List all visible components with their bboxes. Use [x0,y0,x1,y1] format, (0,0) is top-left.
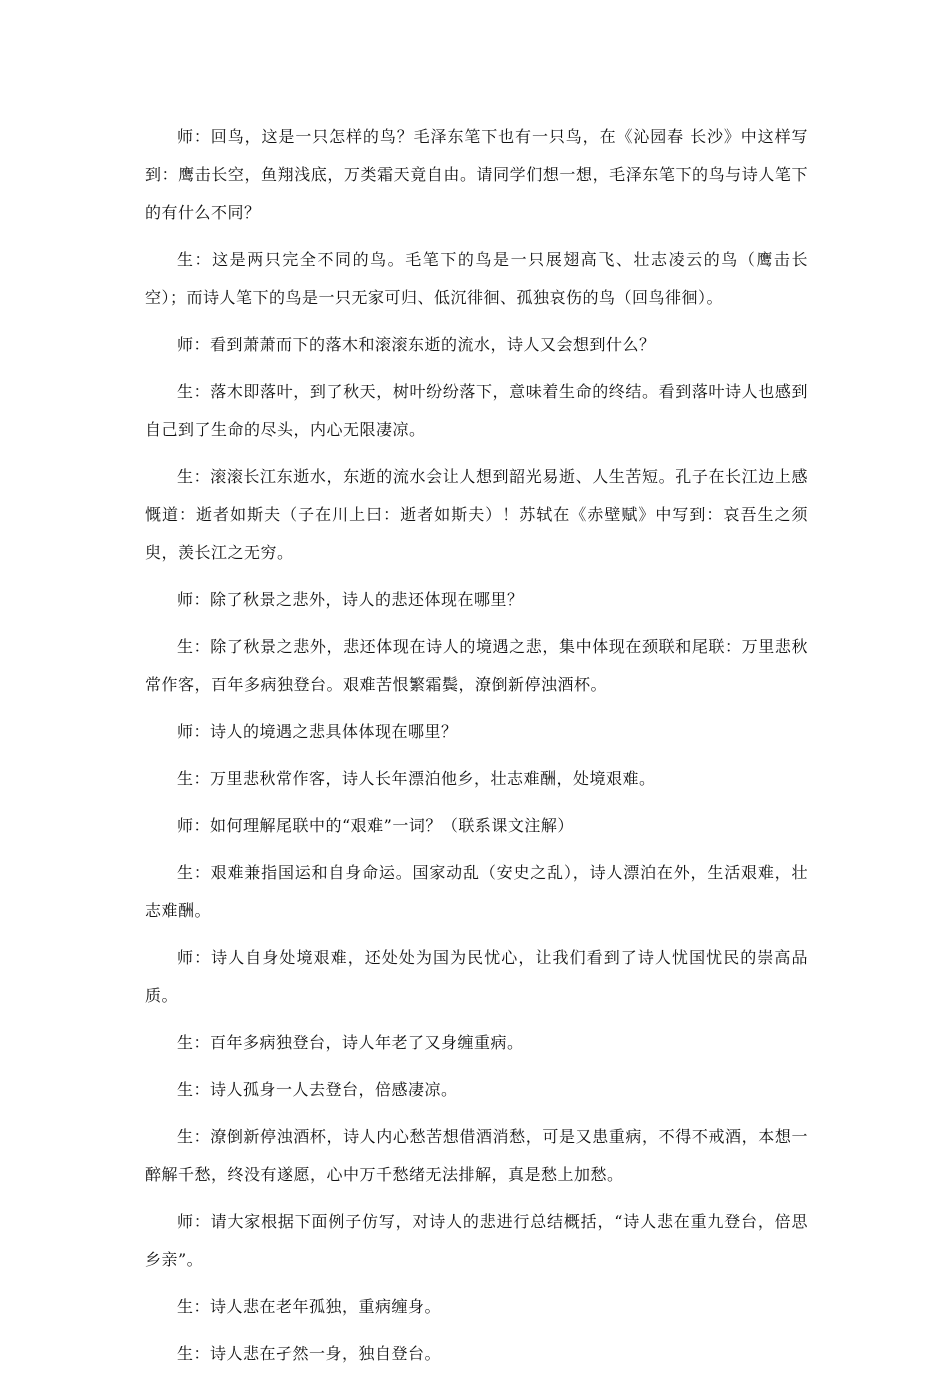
paragraph: 生：落木即落叶，到了秋天，树叶纷纷落下，意味着生命的终结。看到落叶诗人也感到自己到了生命的尽头，内心无限凄凉。 [145,382,808,439]
paragraph: 生：诗人悲在孑然一身，独自登台。 [177,1344,442,1363]
paragraph: 师：除了秋景之悲外，诗人的悲还体现在哪里？ [177,590,524,609]
paragraph: 生：诗人孤身一人去登台，倍感凄凉。 [177,1080,458,1099]
document-body [145,118,808,1382]
paragraph: 师：诗人的境遇之悲具体体现在哪里？ [177,722,458,741]
paragraph: 师：如何理解尾联中的“艰难”一词？（联系课文注解） [177,816,574,835]
paragraph: 生：诗人悲在老年孤独，重病缠身。 [177,1297,442,1316]
paragraph: 生：这是两只完全不同的鸟。毛笔下的鸟是一只展翅高飞、壮志凌云的鸟（鹰击长空）；而诗人笔下的鸟是一只无家可归、低沉徘徊、孤独哀伤的鸟（回鸟徘徊）。 [145,250,808,307]
paragraph: 师：看到萧萧而下的落木和滚滚东逝的流水，诗人又会想到什么？ [177,335,656,354]
paragraph: 生：万里悲秋常作客，诗人长年漂泊他乡，壮志难酬，处境艰难。 [177,769,656,788]
paragraph: 生：除了秋景之悲外，悲还体现在诗人的境遇之悲，集中体现在颈联和尾联：万里悲秋常作客，百年多病独登台。艰难苦恨繁霜鬓，潦倒新停浊酒杯。 [145,637,808,694]
paragraph: 生：潦倒新停浊酒杯，诗人内心愁苦想借酒消愁，可是又患重病，不得不戒酒，本想一醉解千愁，终没有遂愿，心中万千愁绪无法排解，真是愁上加愁。 [145,1127,808,1184]
paragraph: 生：滚滚长江东逝水，东逝的流水会让人想到韶光易逝、人生苦短。孔子在长江边上感慨道：逝者如斯夫（子在川上曰：逝者如斯夫）！苏轼在《赤壁赋》中写到：哀吾生之须臾，羡长江之无穷。 [145,467,808,562]
paragraph: 师：诗人自身处境艰难，还处处为国为民忧心，让我们看到了诗人忧国忧民的崇高品质。 [145,948,808,1005]
paragraph: 生：艰难兼指国运和自身命运。国家动乱（安史之乱），诗人漂泊在外，生活艰难，壮志难酬。 [145,863,808,920]
paragraph: 师：回鸟，这是一只怎样的鸟？毛泽东笔下也有一只鸟，在《沁园春 长沙》中这样写到：鹰击长空，鱼翔浅底，万类霜天竟自由。请同学们想一想，毛泽东笔下的鸟与诗人笔下的有什么不同？ [145,127,808,222]
paragraph: 师：请大家根据下面例子仿写，对诗人的悲进行总结概括，“诗人悲在重九登台，倍思乡亲”。 [145,1212,808,1269]
paragraph: 生：百年多病独登台，诗人年老了又身缠重病。 [177,1033,524,1052]
